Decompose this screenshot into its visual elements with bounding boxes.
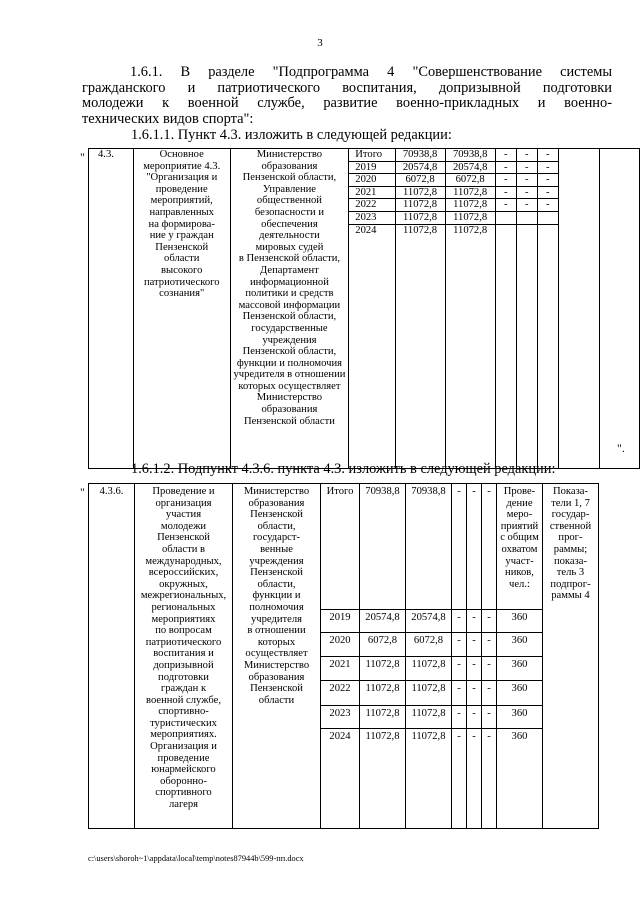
- year-cell: 2020: [349, 174, 395, 187]
- target-line: ственной: [549, 520, 592, 532]
- activity-name-line: Организация и: [150, 741, 217, 753]
- activity-name-line: юнармейского: [151, 764, 216, 776]
- activity-name-line: на формирова-: [148, 218, 215, 230]
- intro-line: гражданского и патриотического воспитания, допризывной подготовки: [82, 79, 612, 96]
- target-line: прог-: [558, 532, 583, 544]
- total-cell: 20574,8: [395, 161, 445, 174]
- dash-cell: -: [482, 657, 497, 681]
- activity-name-line: проведение: [157, 752, 210, 764]
- activity-name-line: оборонно-: [160, 775, 207, 787]
- activity-name-line: Основное: [159, 149, 204, 160]
- total-cell: 11072,8: [360, 729, 406, 829]
- value-cell: 360: [497, 729, 543, 829]
- year-cell: 2024: [349, 224, 395, 468]
- subsection-2-title: 1.6.1.2. Подпункт 4.3.6. пункта 4.3. изложить в следующей редакции:: [131, 461, 556, 477]
- dash-cell: -: [516, 199, 537, 212]
- executor-line: учредителя: [250, 613, 303, 625]
- indicator-line: чел.:: [509, 578, 530, 590]
- executor-line: Пензенской: [250, 567, 303, 579]
- dash-cell: -: [482, 681, 497, 706]
- regional-cell: 70938,8: [406, 484, 452, 610]
- intro-paragraph: [82, 65, 612, 127]
- activity-name-line: направленных: [149, 206, 214, 218]
- year-cell: 2019: [321, 610, 360, 633]
- total-cell: 11072,8: [395, 186, 445, 199]
- target-line: тели 1, 7: [551, 497, 590, 509]
- regional-cell: 20574,8: [406, 610, 452, 633]
- activity-name-line: лагеря: [168, 799, 199, 811]
- executor-line: Пензенской области,: [242, 311, 337, 323]
- executor-line: массовой информации: [238, 299, 341, 311]
- dash-cell: -: [516, 161, 537, 174]
- table-4-3: [88, 148, 640, 469]
- executor-line: обеспечения: [261, 218, 318, 230]
- executor-line: области: [258, 694, 295, 706]
- activity-name-line: области: [164, 253, 200, 265]
- activity-name-line: участия: [165, 509, 202, 521]
- executor-line: Управление: [262, 183, 316, 195]
- open-quote: ": [80, 485, 85, 499]
- activity-name-line: по вопросам: [155, 625, 212, 637]
- total-cell: 6072,8: [360, 633, 406, 657]
- regional-cell: 6072,8: [406, 633, 452, 657]
- regional-cell: 6072,8: [445, 174, 495, 187]
- executor-line: Министерство: [256, 392, 323, 404]
- activity-name-line: окружных,: [159, 578, 208, 590]
- executor-line: Пензенской: [250, 509, 303, 521]
- target-line: раммы 4: [551, 590, 590, 602]
- value-cell: 360: [497, 657, 543, 681]
- year-cell: 2021: [321, 657, 360, 681]
- dash-cell: -: [537, 149, 558, 162]
- regional-cell: 11072,8: [406, 657, 452, 681]
- activity-name-line: мероприятий,: [150, 195, 213, 207]
- regional-cell: 11072,8: [445, 186, 495, 199]
- executor-line: образования: [261, 404, 318, 416]
- indicator-cell: [497, 484, 543, 610]
- executor-line: в Пензенской области,: [238, 253, 341, 265]
- dash-cell: -: [495, 186, 516, 199]
- executor-line: учредителя в отношении: [233, 369, 346, 381]
- activity-name-line: Проведение и: [152, 486, 215, 497]
- total-cell: 70938,8: [395, 149, 445, 162]
- indicator-cell: [558, 149, 600, 469]
- dash-cell: -: [467, 657, 482, 681]
- subsection-1-title: 1.6.1.1. Пункт 4.3. изложить в следующей редакции:: [131, 127, 452, 143]
- year-cell: 2020: [321, 633, 360, 657]
- dash-cell: -: [537, 199, 558, 212]
- year-cell: 2022: [321, 681, 360, 706]
- executor-line: Департамент: [260, 264, 319, 276]
- dash-cell: -: [495, 161, 516, 174]
- activity-name-line: патриотического: [143, 276, 220, 288]
- footer-file-path: c:\users\shoroh~1\appdata\local\temp\notes87944b\599-пп.docx: [88, 854, 304, 863]
- table-row: [89, 484, 599, 610]
- executor-line: мировых судей: [255, 241, 324, 253]
- total-cell: 11072,8: [360, 657, 406, 681]
- dash-cell: -: [516, 186, 537, 199]
- regional-cell: 70938,8: [445, 149, 495, 162]
- executor-line: Пензенской: [250, 683, 303, 695]
- activity-name-line: спортивно-: [158, 706, 209, 718]
- year-cell: 2023: [321, 706, 360, 729]
- indicator-line: охватом: [501, 543, 538, 555]
- target-line: показа-: [553, 555, 588, 567]
- row-number: 4.3.6.: [89, 484, 135, 829]
- executor: [230, 149, 349, 469]
- dash-cell: -: [482, 706, 497, 729]
- executor-line: информационной: [249, 276, 329, 288]
- year-cell: 2021: [349, 186, 395, 199]
- executor-line: учреждения: [262, 334, 317, 346]
- executor-line: государст-: [252, 532, 301, 544]
- executor-line: которых осуществляет: [238, 380, 341, 392]
- executor-line: которых: [257, 636, 296, 648]
- dash-cell: -: [516, 174, 537, 187]
- indicator-line: ников,: [505, 567, 534, 579]
- close-quote: ".: [617, 441, 625, 455]
- activity-name-line: воспитания и: [153, 648, 214, 660]
- dash-cell: -: [482, 484, 497, 610]
- table-4-3-6: [88, 483, 599, 829]
- total-cell: 11072,8: [395, 199, 445, 212]
- dash-cell: -: [467, 633, 482, 657]
- year-cell: 2024: [321, 729, 360, 829]
- dash-cell: -: [452, 729, 467, 829]
- empty-cell: [495, 211, 516, 224]
- dash-cell: -: [467, 681, 482, 706]
- open-quote: ": [80, 150, 85, 164]
- empty-cell: [516, 211, 537, 224]
- empty-cell: [537, 211, 558, 224]
- regional-cell: 11072,8: [406, 681, 452, 706]
- executor-line: образования: [248, 497, 305, 509]
- dash-cell: -: [482, 633, 497, 657]
- total-cell: 70938,8: [360, 484, 406, 610]
- dash-cell: -: [495, 149, 516, 162]
- executor-line: Министерство: [243, 486, 310, 497]
- executor-line: функции и: [252, 590, 301, 602]
- indicator-line: Прове-: [503, 486, 536, 497]
- dash-cell: -: [467, 484, 482, 610]
- executor-line: Министерство: [243, 659, 310, 671]
- activity-name-line: международных,: [145, 555, 222, 567]
- dash-cell: -: [452, 657, 467, 681]
- indicator-line: приятий: [500, 520, 539, 532]
- activity-name-line: всероссийских,: [148, 567, 219, 579]
- dash-cell: -: [467, 729, 482, 829]
- dash-cell: -: [537, 161, 558, 174]
- target-line: раммы;: [553, 543, 588, 555]
- dash-cell: -: [495, 174, 516, 187]
- dash-cell: -: [537, 186, 558, 199]
- dash-cell: -: [537, 174, 558, 187]
- target-line: тель 3: [556, 567, 585, 579]
- executor: [233, 484, 321, 829]
- activity-name: [135, 484, 233, 829]
- indicator-line: с общим: [500, 532, 539, 544]
- executor-line: деятельности: [259, 230, 320, 242]
- regional-cell: 11072,8: [445, 199, 495, 212]
- dash-cell: -: [482, 610, 497, 633]
- activity-name-line: региональных: [151, 601, 216, 613]
- total-cell: 11072,8: [395, 224, 445, 468]
- executor-line: осуществляет: [245, 648, 308, 660]
- executor-line: безопасности и: [254, 206, 324, 218]
- activity-name-line: "Организация и: [146, 172, 218, 184]
- row-number: 4.3.: [89, 149, 134, 469]
- activity-name-line: мероприятиях: [151, 613, 216, 625]
- activity-name-line: мероприятиях.: [150, 729, 217, 741]
- target-line: подпрог-: [550, 578, 591, 590]
- year-cell: 2019: [349, 161, 395, 174]
- regional-cell: 11072,8: [406, 706, 452, 729]
- activity-name-line: межрегиональных,: [140, 590, 227, 602]
- regional-cell: 11072,8: [445, 211, 495, 224]
- total-cell: 11072,8: [395, 211, 445, 224]
- target-line: Показа-: [552, 486, 589, 497]
- value-cell: 360: [497, 681, 543, 706]
- indicator-line: дение: [506, 497, 533, 509]
- year-cell: 2022: [349, 199, 395, 212]
- activity-name-line: Пензенской: [157, 532, 210, 544]
- activity-name-line: молодежи: [160, 520, 207, 532]
- regional-cell: 11072,8: [406, 729, 452, 829]
- dash-cell: -: [467, 706, 482, 729]
- executor-line: политики и средств: [245, 288, 334, 300]
- regional-cell: 11072,8: [445, 224, 495, 468]
- activity-name-line: ние у граждан: [149, 230, 214, 242]
- value-cell: 360: [497, 610, 543, 633]
- activity-name-line: военной службе,: [146, 694, 221, 706]
- executor-line: полномочия: [249, 601, 304, 613]
- year-cell: 2023: [349, 211, 395, 224]
- executor-line: общественной: [256, 195, 322, 207]
- executor-line: государственные: [251, 322, 328, 334]
- total-cell: 20574,8: [360, 610, 406, 633]
- executor-line: венные: [260, 543, 293, 555]
- activity-name-line: мероприятие 4.3.: [143, 160, 221, 172]
- value-cell: 360: [497, 633, 543, 657]
- activity-name-line: Пензенской: [155, 241, 209, 253]
- executor-line: области,: [257, 578, 296, 590]
- activity-name-line: патриотического: [145, 636, 222, 648]
- dash-cell: -: [495, 199, 516, 212]
- total-cell: 6072,8: [395, 174, 445, 187]
- activity-name-line: проведение: [155, 183, 208, 195]
- intro-line: 1.6.1. В разделе "Подпрограмма 4 "Совершенствование системы: [130, 64, 612, 80]
- total-cell: 11072,8: [360, 706, 406, 729]
- executor-line: области,: [257, 520, 296, 532]
- target-line: государ-: [551, 509, 590, 521]
- dash-cell: -: [482, 729, 497, 829]
- target-cell: [600, 149, 640, 469]
- dash-cell: -: [452, 610, 467, 633]
- activity-name: [133, 149, 230, 469]
- executor-line: функции и полномочия: [236, 357, 343, 369]
- activity-name-line: граждан к: [160, 683, 207, 695]
- executor-line: учреждения: [249, 555, 304, 567]
- value-cell: 360: [497, 706, 543, 729]
- activity-name-line: высокого: [161, 264, 203, 276]
- executor-line: образования: [261, 160, 318, 172]
- empty-cell: [537, 224, 558, 468]
- activity-name-line: области в: [161, 543, 206, 555]
- executor-line: Пензенской области,: [242, 172, 337, 184]
- total-cell: 11072,8: [360, 681, 406, 706]
- executor-line: в отношении: [247, 625, 306, 637]
- intro-line: молодежи к военной службе, развитие военно-прикладных и военно-: [82, 95, 612, 111]
- empty-cell: [516, 224, 537, 468]
- activity-name-line: сознания": [159, 288, 205, 300]
- intro-line: технических видов спорта":: [82, 110, 254, 127]
- table-row: [89, 149, 640, 162]
- indicator-line: участ-: [505, 555, 534, 567]
- year-cell: Итого: [349, 149, 395, 162]
- page-number: 3: [317, 37, 323, 49]
- regional-cell: 20574,8: [445, 161, 495, 174]
- activity-name-line: организация: [155, 497, 212, 509]
- year-cell: Итого: [321, 484, 360, 610]
- dash-cell: -: [452, 484, 467, 610]
- activity-name-line: допризывной: [153, 659, 214, 671]
- executor-line: образования: [248, 671, 305, 683]
- dash-cell: -: [516, 149, 537, 162]
- dash-cell: -: [452, 706, 467, 729]
- executor-line: Пензенской области,: [242, 346, 337, 358]
- executor-line: Пензенской области: [243, 415, 335, 427]
- activity-name-line: туристических: [150, 717, 217, 729]
- target-cell: [543, 484, 599, 829]
- executor-line: Министерство: [256, 149, 323, 160]
- activity-name-line: спортивного: [155, 787, 212, 799]
- dash-cell: -: [452, 681, 467, 706]
- activity-name-line: подготовки: [158, 671, 209, 683]
- indicator-line: меро-: [506, 509, 533, 521]
- dash-cell: -: [452, 633, 467, 657]
- dash-cell: -: [467, 610, 482, 633]
- empty-cell: [495, 224, 516, 468]
